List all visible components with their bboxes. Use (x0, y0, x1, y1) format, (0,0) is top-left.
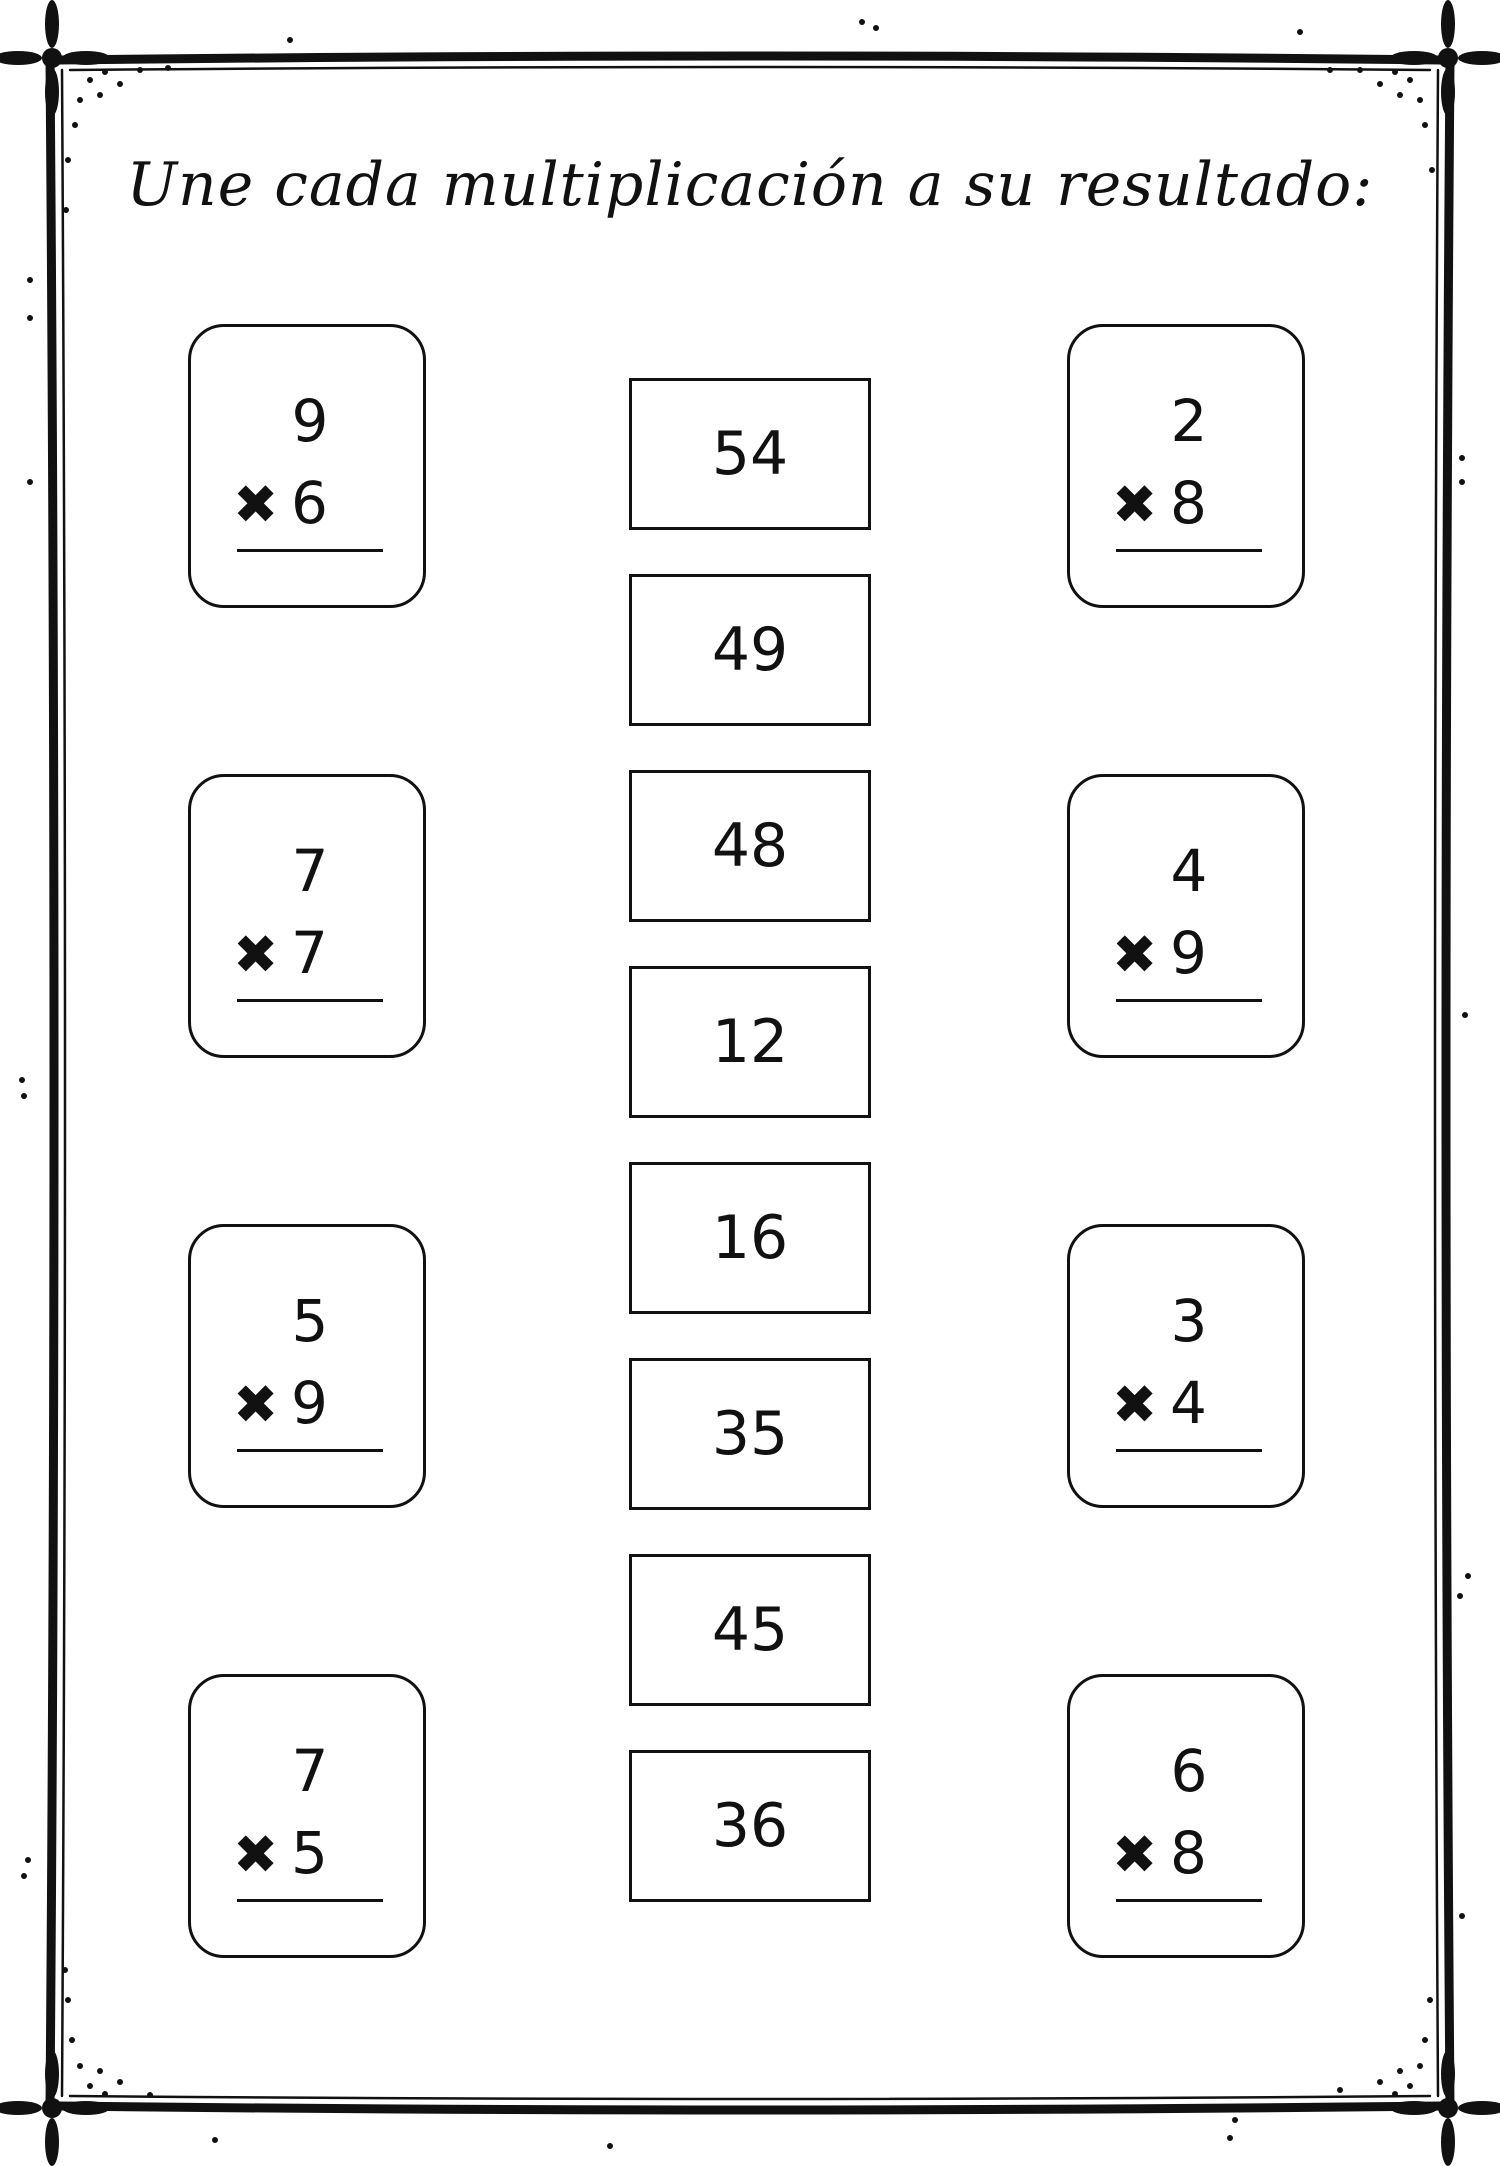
result-line (237, 549, 383, 552)
factor-bottom: 4 (1170, 1369, 1207, 1437)
multiply-icon: ✖ (1112, 1823, 1158, 1886)
answer-box[interactable]: 36 (629, 1750, 871, 1902)
factor-bottom: 9 (291, 1369, 328, 1437)
factor-top: 7 (291, 1737, 329, 1805)
worksheet-title: Une cada multiplicación a su resultado: (126, 150, 1374, 220)
multiplication-card[interactable] (1067, 324, 1305, 608)
factor-top: 5 (291, 1287, 329, 1355)
answer-box[interactable]: 12 (629, 966, 871, 1118)
factor-bottom: 7 (291, 919, 328, 987)
factor-bottom: 8 (1170, 1819, 1207, 1887)
factor-bottom: 8 (1170, 469, 1207, 537)
result-line (1116, 1899, 1262, 1902)
result-line (237, 1899, 383, 1902)
multiply-icon: ✖ (233, 923, 279, 986)
factor-bottom: 5 (291, 1819, 328, 1887)
factor-top: 9 (291, 387, 329, 455)
multiply-icon: ✖ (233, 1373, 279, 1436)
multiply-icon: ✖ (1112, 1373, 1158, 1436)
factor-top: 4 (1170, 837, 1208, 905)
factor-top: 2 (1170, 387, 1208, 455)
multiply-icon: ✖ (233, 1823, 279, 1886)
result-line (1116, 1449, 1262, 1452)
factor-bottom: 6 (291, 469, 328, 537)
answer-box[interactable]: 35 (629, 1358, 871, 1510)
multiplication-card[interactable] (1067, 1674, 1305, 1958)
result-line (1116, 549, 1262, 552)
multiplication-card[interactable] (1067, 774, 1305, 1058)
multiplication-card[interactable] (188, 774, 426, 1058)
factor-top: 6 (1170, 1737, 1208, 1805)
multiply-icon: ✖ (1112, 923, 1158, 986)
multiplication-card[interactable] (188, 324, 426, 608)
answer-box[interactable]: 54 (629, 378, 871, 530)
answer-box[interactable]: 48 (629, 770, 871, 922)
multiplication-card[interactable] (188, 1224, 426, 1508)
factor-top: 7 (291, 837, 329, 905)
multiply-icon: ✖ (1112, 473, 1158, 536)
result-line (1116, 999, 1262, 1002)
factor-bottom: 9 (1170, 919, 1207, 987)
answer-box[interactable]: 16 (629, 1162, 871, 1314)
result-line (237, 999, 383, 1002)
answer-box[interactable]: 45 (629, 1554, 871, 1706)
answer-box[interactable]: 49 (629, 574, 871, 726)
result-line (237, 1449, 383, 1452)
multiplication-card[interactable] (188, 1674, 426, 1958)
multiply-icon: ✖ (233, 473, 279, 536)
multiplication-card[interactable] (1067, 1224, 1305, 1508)
factor-top: 3 (1170, 1287, 1208, 1355)
